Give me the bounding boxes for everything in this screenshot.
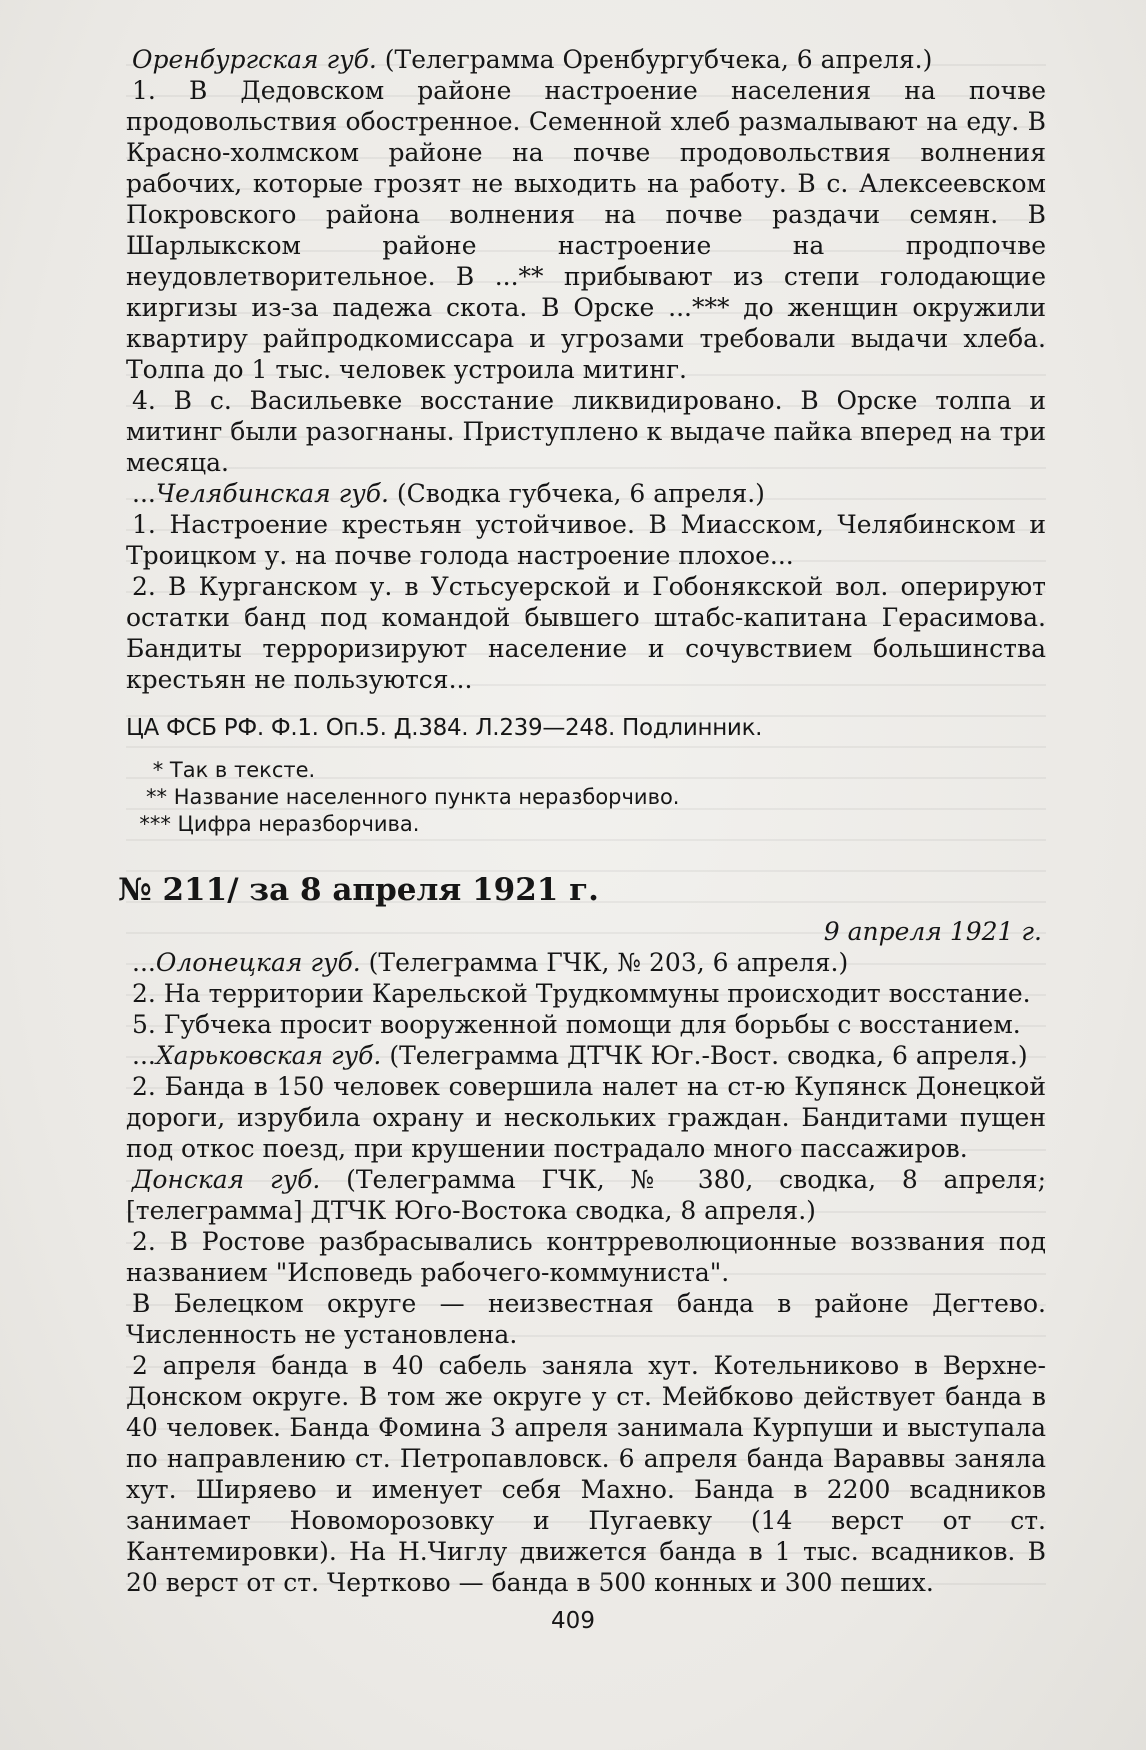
olonets-prefix: ... bbox=[132, 948, 156, 977]
don-paragraph-2: В Белецком округе — неизвестная банда в районе Дегтево. Численность не установлена. bbox=[126, 1289, 1046, 1349]
kharkov-prefix: ... bbox=[132, 1041, 156, 1070]
olonets-source: (Телеграмма ГЧК, № 203, 6 апреля.) bbox=[360, 948, 849, 977]
olonets-paragraph-2: 5. Губчека просит вооруженной помощи для борьбы с восстанием. bbox=[132, 1010, 1021, 1039]
document-date: 9 апреля 1921 г. bbox=[823, 917, 1042, 946]
olonets-region: Олонецкая губ. bbox=[155, 948, 361, 977]
orenburg-header bbox=[126, 44, 1046, 75]
kharkov-header bbox=[126, 1040, 1046, 1071]
don-source: (Телеграмма ГЧК, № 380, сводка, 8 апреля; [телеграмма] ДТЧК Юго-Востока сводка, 8 апреля.) bbox=[126, 1165, 1046, 1225]
don-region: Донская губ. bbox=[132, 1165, 321, 1194]
document-heading: № 211/ за 8 апреля 1921 г. bbox=[118, 872, 599, 908]
orenburg-paragraph-1: 1. В Дедовском районе настроение населения на почве продовольствия обостренное. Семенной хлеб размалывают на еду. В Красно-холмском районе на почве продовольствия волнения рабочих, которые грозят не выходить на работу. В с. Алексеевском Покровского района волнения на почве раздачи семян. В Шарлыкском районе настроение на продпочве неудовлетворительное. В ...** прибывают из степи голодающие киргизы из-за падежа скота. В Орске ...*** до женщин окружили квартиру райпродкомиссара и угрозами требовали выдачи хлеба. Толпа до 1 тыс. человек устроила митинг. bbox=[126, 76, 1046, 384]
archive-source: ЦА ФСБ РФ. Ф.1. Оп.5. Д.384. Л.239—248. Подлинник. bbox=[126, 715, 763, 741]
footnote-2: ** Название населенного пункта неразборчиво. bbox=[126, 785, 680, 809]
orenburg-region: Оренбургская губ. bbox=[132, 45, 377, 74]
orenburg-source: (Телеграмма Оренбургубчека, 6 апреля.) bbox=[376, 45, 933, 74]
olonets-header bbox=[126, 947, 1046, 978]
chelyabinsk-source: (Сводка губчека, 6 апреля.) bbox=[388, 479, 765, 508]
chelyabinsk-paragraph-2: 2. В Курганском у. в Устьсуерской и Гобонякской вол. оперируют остатки банд под командой бывшего штабс-капитана Герасимова. Бандиты терроризируют население и сочувствием большинства крестьян не пользуются... bbox=[126, 572, 1046, 694]
olonets-paragraph-1: 2. На территории Карельской Трудкоммуны происходит восстание. bbox=[132, 979, 1031, 1008]
chelyabinsk-prefix: ... bbox=[132, 479, 156, 508]
don-paragraph-3: 2 апреля банда в 40 сабель заняла хут. Котельниково в Верхне-Донском округе. В том же округе у ст. Мейбково действует банда в 40 человек. Банда Фомина 3 апреля занимала Курпуши и выступала по направлению ст. Петропавловск. 6 апреля банда Вараввы заняла хут. Ширяево и именует себя Махно. Банда в 2200 всадников занимает Новоморозовку и Пугаевку (14 верст от ст. Кантемировки). На Н.Чиглу движется банда в 1 тыс. всадников. В 20 верст от ст. Чертково — банда в 500 конных и 300 пеших. bbox=[126, 1351, 1046, 1597]
chelyabinsk-header bbox=[126, 478, 1046, 509]
orenburg-paragraph-2: 4. В с. Васильевке восстание ликвидировано. В Орске толпа и митинг были разогнаны. Приступлено к выдаче пайка вперед на три месяца. bbox=[126, 386, 1046, 477]
chelyabinsk-region: Челябинская губ. bbox=[155, 479, 389, 508]
page-number: 409 bbox=[551, 1608, 595, 1634]
footnote-1: * Так в тексте. bbox=[126, 758, 316, 782]
footnote-3: *** Цифра неразборчива. bbox=[126, 812, 420, 836]
kharkov-paragraph-1: 2. Банда в 150 человек совершила налет на ст-ю Купянск Донецкой дороги, изрубила охрану и нескольких граждан. Бандитами пущен под откос поезд, при крушении пострадало много пассажиров. bbox=[126, 1072, 1046, 1163]
kharkov-source: (Телеграмма ДТЧК Юг.-Вост. сводка, 6 апреля.) bbox=[381, 1041, 1028, 1070]
footnotes bbox=[126, 757, 1046, 838]
text-column bbox=[118, 44, 1046, 1598]
chelyabinsk-paragraph-1: 1. Настроение крестьян устойчивое. В Миасском, Челябинском и Троицком у. на почве голода настроение плохое... bbox=[126, 510, 1046, 570]
kharkov-region: Харьковская губ. bbox=[155, 1041, 382, 1070]
don-header bbox=[126, 1164, 1046, 1226]
don-paragraph-1: 2. В Ростове разбрасывались контрреволюционные воззвания под названием "Исповедь рабочего-коммуниста". bbox=[126, 1227, 1046, 1287]
